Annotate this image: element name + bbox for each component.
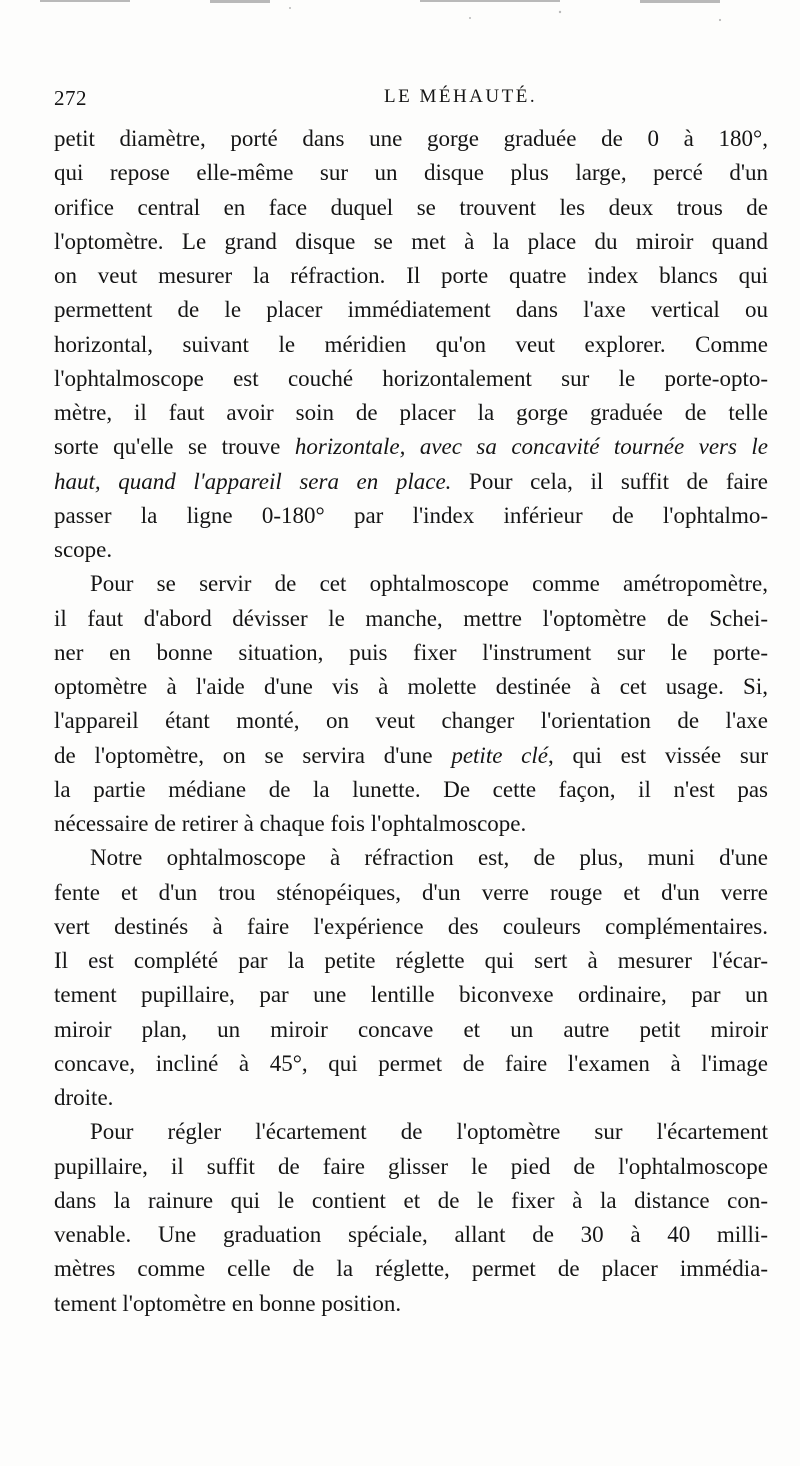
text-line: optomètre à l'aide d'une vis à molette destinée à cet usage. Si, — [54, 674, 768, 699]
page-header — [54, 86, 772, 116]
text-line: l'appareil étant monté, on veut changer l'orientation de l'axe — [54, 708, 768, 734]
text-line: Pour régler l'écartement de l'optomètre sur l'écartement — [90, 1119, 768, 1145]
text-line: l'ophtalmoscope est couché horizontalement sur le porte-opto- — [54, 365, 768, 391]
text-line: miroir plan, un miroir concave et un autre petit miroir — [54, 1016, 768, 1042]
text-line: qui repose elle-même sur un disque plus large, percé d'un — [54, 160, 768, 186]
text-line: tement l'optomètre en bonne position. — [54, 1290, 402, 1316]
running-head: LE MÉHAUTÉ. — [384, 86, 538, 107]
text-line: Notre ophtalmoscope à réfraction est, de plus, muni d'une — [90, 845, 768, 871]
text-line: mètre, il faut avoir soin de placer la gorge graduée de telle — [54, 400, 768, 425]
text-line: petit diamètre, porté dans une gorge graduée de 0 à 180°, — [54, 126, 768, 151]
text-line: on veut mesurer la réfraction. Il porte quatre index blancs qui — [54, 263, 768, 288]
italic-emphasis: horizontale, avec sa concavité tournée vers le — [294, 434, 768, 460]
body-text — [54, 122, 768, 1321]
text-line: il faut d'abord dévisser le manche, mettre l'optomètre de Schei- — [54, 605, 768, 631]
text-line: permettent de le placer immédiatement dans l'axe vertical ou — [54, 297, 768, 323]
text-line: venable. Une graduation spéciale, allant de 30 à 40 milli- — [54, 1222, 768, 1247]
text-line: horizontal, suivant le méridien qu'on veut explorer. Comme — [54, 331, 768, 357]
scan-edge-specks — [0, 0, 800, 30]
text-line: fente et d'un trou sténopéiques, d'un verre rouge et d'un verre — [54, 879, 768, 905]
text-line: vert destinés à faire l'expérience des couleurs complémentaires. — [54, 913, 768, 939]
text-line: nécessaire de retirer à chaque fois l'ophtalmoscope. — [54, 811, 527, 836]
text-line: l'optomètre. Le grand disque se met à la place du miroir quand — [54, 228, 768, 254]
text-line: Pour se servir de cet ophtalmoscope comme amétropomètre, — [90, 571, 768, 597]
text-line: dans la rainure qui le contient et de le fixer à la distance con- — [54, 1187, 768, 1213]
text-line: concave, incliné à 45°, qui permet de faire l'examen à l'image — [54, 1050, 768, 1076]
text-line: orifice central en face duquel se trouvent les deux trous de — [54, 194, 768, 220]
text-line: droite. — [54, 1085, 114, 1110]
text-line: de l'optomètre, on se servira d'une petite clé, qui est vissée sur — [54, 742, 768, 768]
italic-emphasis: haut, quand l'appareil sera en place. — [54, 468, 452, 494]
text-line: pupillaire, il suffit de faire glisser le pied de l'ophtalmoscope — [54, 1153, 768, 1179]
italic-emphasis: petite clé — [451, 742, 548, 768]
text-line: Il est complété par la petite réglette qui sert à mesurer l'écar- — [54, 948, 768, 973]
text-line: sorte qu'elle se trouve horizontale, avec sa concavité tournée vers le — [54, 434, 768, 460]
text-line: ner en bonne situation, puis fixer l'instrument sur le porte- — [54, 639, 768, 665]
text-line: scope. — [54, 537, 113, 562]
text-line: passer la ligne 0-180° par l'index inférieur de l'ophtalmo- — [54, 502, 768, 528]
text-line: tement pupillaire, par une lentille biconvexe ordinaire, par un — [54, 982, 768, 1008]
text-line: la partie médiane de la lunette. De cette façon, il n'est pas — [54, 776, 768, 802]
text-line: haut, quand l'appareil sera en place. Pour cela, il suffit de faire — [54, 468, 768, 494]
text-line: mètres comme celle de la réglette, permet de placer immédia- — [54, 1256, 768, 1282]
page-number: 272 — [54, 86, 87, 110]
